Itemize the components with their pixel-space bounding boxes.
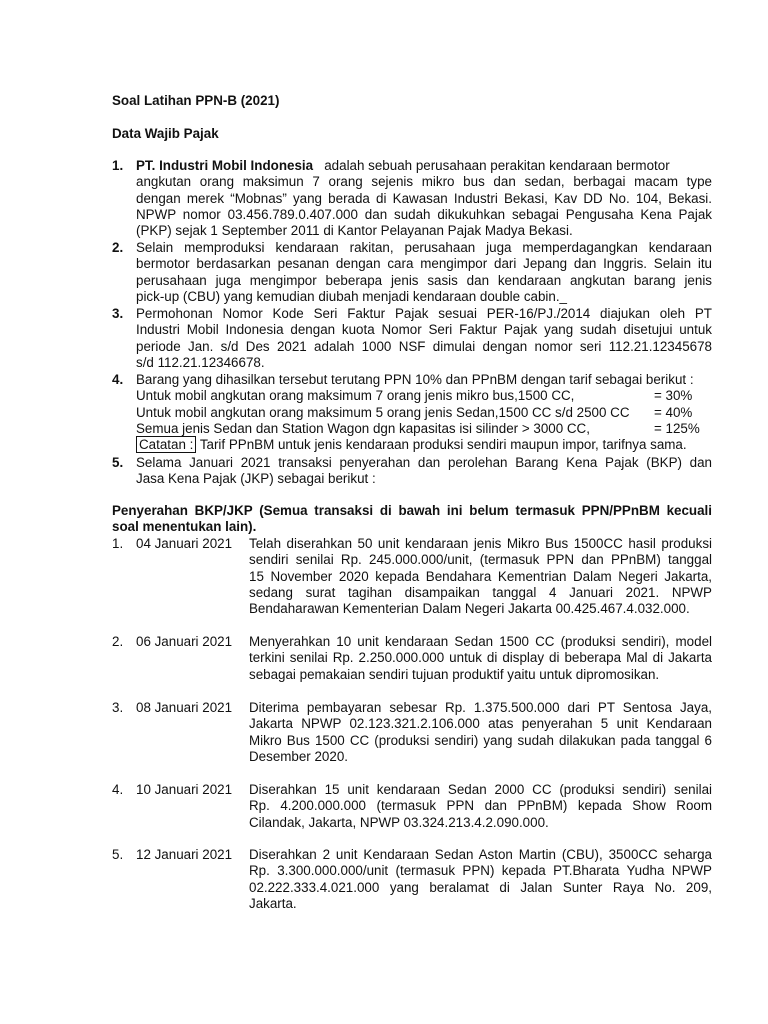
transaction-number: 1. (112, 536, 124, 551)
paragraph-line: Selama Januari 2021 transaksi penyerahan dan perolehan Barang Kena Pajak (BKP) dan (136, 455, 712, 470)
rate-description: Untuk mobil angkutan orang maksimum 7 orang jenis mikro bus,1500 CC, (136, 388, 575, 404)
transaction-number: 3. (112, 700, 124, 715)
wp-item-1 (136, 158, 712, 239)
paragraph-line: Barang yang dihasilkan tersebut terutang PPN 10% dan PPnBM dengan tarif sebagai berikut : (136, 372, 694, 387)
paragraph-line: periode Jan. s/d Des 2021 adalah 1000 NSF dimulai dengan nomor seri 112.21.12345678 (136, 338, 712, 354)
paragraph-line: Industri Mobil Indonesia dengan kuota Nomor Seri Faktur Pajak yang sudah disetujui untuk (136, 322, 712, 338)
transaction-line: terkini senilai Rp. 2.250.000.000 untuk di display di beberapa Mal di Jakarta (249, 650, 712, 666)
paragraph-line: perusahaan juga mengimpor beberapa jenis sasis dan kendaraan angkutan barang jenis (136, 272, 712, 288)
transaction-date: 12 Januari 2021 (136, 847, 233, 862)
transaction-date: 08 Januari 2021 (136, 700, 233, 715)
transaction-line: Diserahkan 2 unit Kendaraan Sedan Aston Martin (CBU), 3500CC seharga (249, 847, 712, 862)
rate-value: = 125% (654, 420, 700, 436)
transaction-number: 5. (112, 847, 124, 862)
transaction-line: Menyerahkan 10 unit kendaraan Sedan 1500 CC (produksi sendiri), model (249, 634, 712, 649)
paragraph-line: angkutan orang maksimun 7 orang sejenis mikro bus dan sedan, berbagai macam type (136, 174, 712, 190)
transaction-line: 02.222.333.4.021.000 yang beralamat di Jalan Sunter Raya No. 209, (249, 879, 712, 895)
transaction-line: Mikro Bus 1500 CC (produksi sendiri) yang sudah dilakukan pada tanggal 6 (249, 732, 712, 748)
item-number: 2. (112, 240, 124, 255)
company-name: PT. Industri Mobil Indonesia (136, 158, 314, 173)
rate-description: Untuk mobil angkutan orang maksimum 5 orang jenis Sedan,1500 CC s/d 2500 CC (136, 404, 630, 420)
transaction-number: 2. (112, 634, 124, 649)
transaction-line: Cilandak, Jakarta, NPWP 03.324.213.4.2.090.000. (249, 814, 549, 830)
transaction-date: 06 Januari 2021 (136, 634, 233, 649)
section-title-data-wajib-pajak: Data Wajib Pajak (112, 126, 219, 141)
note-label: Catatan : (136, 436, 196, 453)
document-title: Soal Latihan PPN-B (2021) (112, 93, 280, 108)
transaction-line: sebagai pemakaian sendiri tujuan produktif yaitu untuk dipromosikan. (249, 666, 660, 682)
rate-row (136, 421, 712, 437)
transaction-3-text (249, 700, 712, 765)
paragraph-line: Jasa Kena Pajak (JKP) sebagai berikut : (136, 471, 376, 487)
item-number: 4. (112, 372, 124, 387)
item-number: 5. (112, 455, 124, 470)
transaction-line: Desember 2020. (249, 748, 348, 764)
transaction-line: Jakarta. (249, 895, 297, 911)
heading-line: soal menentukan lain). (112, 519, 257, 535)
paragraph-line: pick-up (CBU) yang kemudian diubah menjadi kendaraan double cabin._ (136, 288, 567, 304)
transaction-line: Diterima pembayaran sebesar Rp. 1.375.500.000 dari PT Sentosa Jaya, (249, 700, 712, 715)
transaction-line: Bendaharawan Kementerian Dalam Negeri Jakarta 00.425.467.4.032.000. (249, 601, 690, 617)
transaction-2-text (249, 634, 712, 683)
rate-value: = 30% (654, 388, 693, 404)
wp-item-4 (136, 372, 712, 453)
item-number: 3. (112, 306, 124, 321)
transaction-date: 10 Januari 2021 (136, 782, 233, 797)
paragraph-line: Permohonan Nomor Kode Seri Faktur Pajak sesuai PER-16/PJ./2014 diajukan oleh PT (136, 306, 712, 321)
paragraph-line: adalah sebuah perusahaan perakitan kendaraan bermotor (324, 158, 670, 173)
note-text: Tarif PPnBM untuk jenis kendaraan produksi sendiri maupun impor, tarifnya sama. (199, 437, 687, 453)
transaction-line: Rp. 3.300.000.000/unit (termasuk PPN) kepada PT.Bharata Yudha NPWP (249, 863, 712, 879)
transaction-1-text (249, 536, 712, 617)
paragraph-line: Selain memproduksi kendaraan rakitan, perusahaan juga memperdagangkan kendaraan (136, 240, 712, 255)
paragraph-line: bermotor berdasarkan pesanan dengan cara mengimpor dari Jepang dan Inggris. Selain itu (136, 256, 712, 272)
transaction-line: sedang surat tagihan disampaikan tanggal 4 Januari 2021. NPWP (249, 584, 712, 600)
wp-item-3 (136, 306, 712, 371)
paragraph-line: s/d 112.21.12346678. (136, 354, 265, 370)
paragraph-line: dengan merek “Mobnas” yang berada di Kawasan Industri Bekasi, Kav DD No. 104, Bekasi. (136, 190, 712, 206)
transaction-line: Rp. 4.200.000.000 (termasuk PPN dan PPnBM) kepada Show Room (249, 798, 712, 814)
transaction-5-text (249, 847, 712, 912)
rate-value: = 40% (654, 404, 693, 420)
heading-line: Penyerahan BKP/JKP (Semua transaksi di bawah ini belum termasuk PPN/PPnBM kecuali (112, 503, 712, 518)
transaction-line: Telah diserahkan 50 unit kendaraan jenis Mikro Bus 1500CC hasil produksi (249, 536, 712, 551)
paragraph-line: NPWP nomor 03.456.789.0.407.000 dan sudah dikukuhkan sebagai Pengusaha Kena Pajak (136, 206, 712, 222)
rate-row (136, 388, 712, 404)
rate-description: Semua jenis Sedan dan Station Wagon dgn kapasitas isi silinder > 3000 CC, (136, 420, 590, 436)
wp-item-5 (136, 455, 712, 488)
item-number: 1. (112, 158, 124, 173)
transaction-line: 15 November 2020 kepada Bendahara Kementrian Dalam Negeri Jakarta, (249, 568, 712, 584)
transaction-4-text (249, 782, 712, 831)
transaction-line: Jakarta NPWP 02.123.321.2.106.000 atas penyerahan 5 unit Kendaraan (249, 716, 712, 732)
transaction-line: sendiri senilai Rp. 245.000.000/unit, (termasuk PPN dan PPnBM) tanggal (249, 552, 712, 568)
transaction-line: Diserahkan 15 unit kendaraan Sedan 2000 CC (produksi sendiri) senilai (249, 782, 712, 797)
wp-item-2 (136, 240, 712, 305)
transaction-date: 04 Januari 2021 (136, 536, 233, 551)
transaction-number: 4. (112, 782, 124, 797)
paragraph-line: (PKP) sejak 1 September 2011 di Kantor Pelayanan Pajak Madya Bekasi. (136, 223, 573, 239)
section-heading-penyerahan (112, 503, 712, 536)
rate-row (136, 405, 712, 421)
